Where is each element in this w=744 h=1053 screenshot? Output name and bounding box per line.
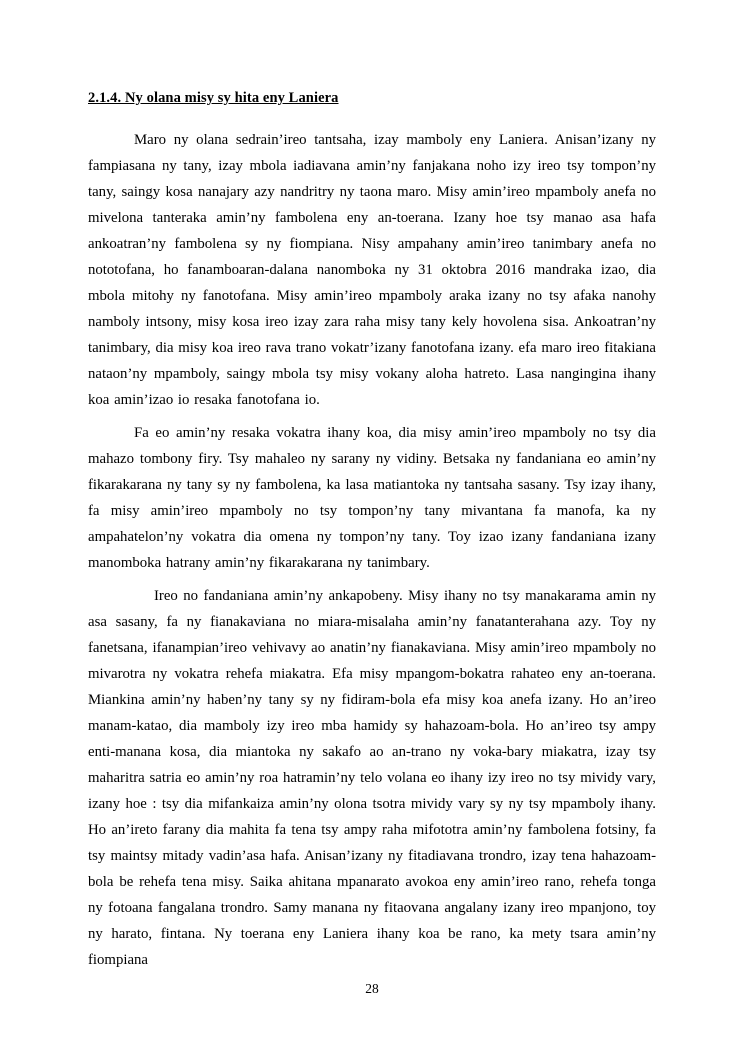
- section-heading: 2.1.4. Ny olana misy sy hita eny Laniera: [88, 90, 339, 106]
- paragraph-3: Ireo no fandaniana amin’ny ankapobeny. Misy ihany no tsy manakarama amin ny asa sasany, fa ny fianakaviana no miara-misalaha amin’ny fanatanterahana azy. Toy ny fanetsana, ifanampian’ireo vehivavy ao anatin’ny fianakaviana. Misy amin’ireo mpamboly no mivarotra ny vokatra rehefa miakatra. Efa misy mpangom-bokatra rahateo eny an-toerana. Miankina amin’ny haben’ny tany sy ny fidiram-bola efa misy koa anefa izany. Ho an’ireo manam-katao, dia mamboly izy ireo mba hamidy sy hahazoam-bola. Ho an’ireo tsy ampy enti-manana kosa, dia miantoka ny sakafo ao an-trano ny voka-bary miakatra, izay tsy maharitra satria eo amin’ny roa hatramin’ny telo volana eo ihany izy ireo no tsy mividy vary, izany hoe : tsy dia mifankaiza amin’ny olona tsotra mividy vary sy ny tsy mpamboly ihany. Ho an’ireto farany dia mahita fa tena tsy ampy raha mifototra amin’ny fambolena fotsiny, fa tsy maintsy mitady vadin’asa hafa. Anisan’izany ny fitadiavana trondro, izay tena hahazoam-bola be rehefa tena misy. Saika ahitana mpanarato avokoa eny amin’ireo rano, rehefa tonga ny fotoana fangalana trondro. Samy manana ny fitaovana angalany izany ireo mpanjono, toy ny harato, fintana. Ny toerana eny Laniera ihany koa be rano, ka mety tsara amin’ny fiompiana: [88, 588, 656, 968]
- paragraph-1: Maro ny olana sedrain’ireo tantsaha, izay mamboly eny Laniera. Anisan’izany ny fampiasana ny tany, izay mbola iadiavana amin’ny fanjakana noho izy ireo tsy tompon’ny tany, saingy kosa nanajary azy nandritry ny taona maro. Misy amin’ireo mpamboly anefa no mivelona tanteraka amin’ny fambolena eny an-toerana. Izany hoe tsy manao asa hafa ankoatran’ny fambolena sy ny fiompiana. Nisy ampahany amin’ireo tanimbary anefa no nototofana, ho fanamboaran-dalana nanomboka ny 31 oktobra 2016 mandraka izao, dia mbola mitohy ny fanotofana. Misy amin’ireo mpamboly araka izany no tsy afaka nanohy namboly intsony, misy kosa ireo izay zara raha misy tany kely hovolena sisa. Ankoatran’ny tanimbary, dia misy koa ireo rava trano vokatr’izany fanotofana izany. efa maro ireo fitakiana nataon’ny mpamboly, saingy mbola tsy misy vokany aloha hatreto. Lasa nangingina ihany koa amin’izao io resaka fanotofana io.: [88, 132, 656, 408]
- page-number: 28: [365, 981, 379, 996]
- paragraph-2: Fa eo amin’ny resaka vokatra ihany koa, dia misy amin’ireo mpamboly no tsy dia mahazo tombony firy. Tsy mahaleo ny sarany ny vidiny. Betsaka ny fandaniana eo amin’ny fikarakarana ny tany sy ny fambolena, ka lasa matiantoka ny tantsaha sasany. Tsy izay ihany, fa misy amin’ireo mpamboly no tsy tompon’ny tany mivantana fa manofa, ka ny ampahatelon’ny vokatra dia omena ny tompon’ny tany. Toy izao izany fandaniana izany manomboka hatrany amin’ny fikarakarana ny tanimbary.: [88, 425, 656, 571]
